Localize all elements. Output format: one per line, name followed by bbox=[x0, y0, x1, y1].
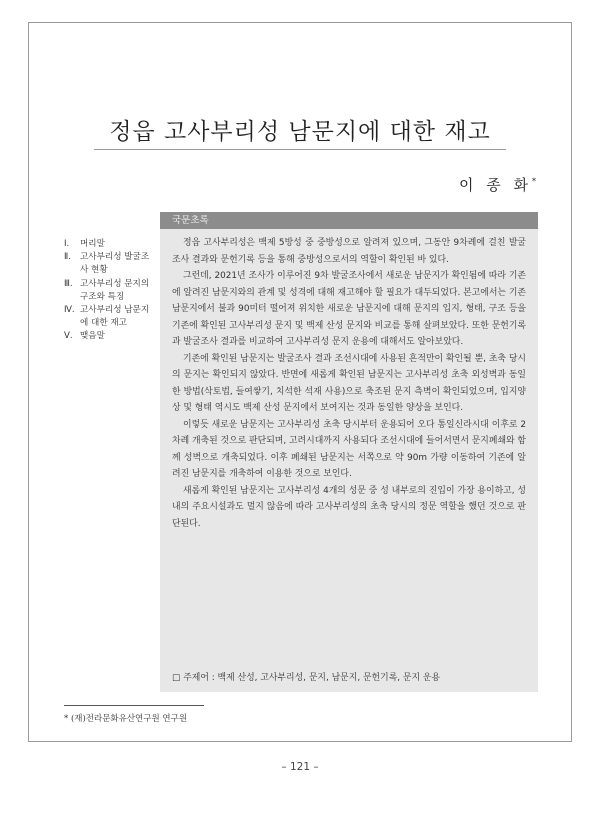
abstract-paragraph: 기존에 확인된 남문지는 발굴조사 결과 조선시대에 사용된 흔적만이 확인될 뿐, 초축 당시의 문지는 확인되지 않았다. 반면에 새롭게 확인된 남문지는 고사부리성 초축 외성벽과 동일한 방법(삭토법, 들여쌓기, 치석한 석재 사용)으로 축조된 문지 측벽이 확인되었으며, 입지양상 및 형태 역시도 백제 산성 문지에서 보여지는 것과 동일한 양상을 보인다. bbox=[172, 353, 526, 413]
title-underline bbox=[94, 149, 506, 150]
toc-item bbox=[64, 238, 156, 251]
toc-number: Ⅳ. bbox=[64, 305, 75, 316]
abstract-paragraph: 이렇듯 새로운 남문지는 고사부리성 초축 당시부터 운용되어 오다 통일신라시대 이후로 2차례 개축된 것으로 판단되며, 고려시대까지 사용되다 조선시대에 들어서면서 문지폐쇄와 함께 성벽으로 개축되었다. 이후 폐쇄된 남문지는 서쪽으로 약 90m 가량 이동하여 기존에 알려진 남문지를 개축하여 이용한 것으로 보인다. bbox=[172, 419, 526, 479]
toc-item bbox=[64, 251, 156, 277]
author bbox=[459, 174, 536, 195]
toc-text: 맺음말 bbox=[80, 331, 105, 342]
paper-title: 정읍 고사부리성 남문지에 대한 재고 bbox=[109, 119, 491, 145]
toc-text: 머리말 bbox=[80, 239, 105, 249]
toc-text: 고사부리성 문지의 구조와 특징 bbox=[80, 278, 150, 302]
toc-text: 고사부리성 남문지에 대한 재고 bbox=[80, 305, 150, 329]
toc-item bbox=[64, 330, 156, 343]
table-of-contents bbox=[64, 238, 156, 344]
page-number: – 121 – bbox=[281, 761, 319, 773]
toc-number: Ⅰ. bbox=[64, 239, 70, 249]
abstract-paragraph: 새롭게 확인된 남문지는 고사부리성 4개의 성문 중 성 내부로의 진입이 가장 용이하고, 성 내의 주요시설과도 멀지 않음에 따라 고사부리성의 초축 당시의 정문 역할을 했던 것으로 판단된다. bbox=[172, 485, 526, 529]
abstract-body bbox=[160, 229, 538, 532]
toc-item bbox=[64, 304, 156, 330]
abstract-paragraph: 그런데, 2021년 조사가 이루어진 9차 발굴조사에서 새로운 남문지가 확인됨에 따라 기존에 알려진 남문지와의 관계 및 성격에 대해 재고해야 할 필요가 대두되었다. 본고에서는 기존 남문지에서 불과 90미터 떨어져 위치한 새로운 남문지에 대해 문지의 입지, 형태, 구조 등을 기존에 확인된 고사부리성 문지 및 백제 산성 문지와 비교를 통해 살펴보았다. 또한 문헌기록과 발굴조사 결과를 비교하여 고사부리성 문지 운용에 대해서도 알아보았다. bbox=[172, 271, 526, 347]
author-name: 이 종 화 bbox=[458, 176, 532, 194]
toc-number: Ⅲ. bbox=[64, 278, 73, 289]
abstract-paragraph: 정읍 고사부리성은 백제 5방성 중 중방성으로 알려져 있으며, 그동안 9차례에 걸친 발굴조사 결과와 문헌기록 등을 통해 중방성으로서의 역할이 확인된 바 있다. bbox=[172, 238, 526, 265]
abstract-box bbox=[160, 212, 538, 692]
toc-item bbox=[64, 278, 156, 304]
author-footnote-mark: * bbox=[532, 177, 536, 186]
author-affiliation-footnote: * (재)전라문화유산연구원 연구원 bbox=[64, 714, 188, 724]
footnote-divider bbox=[64, 705, 204, 706]
keywords: □ 주제어 : 백제 산성, 고사부리성, 문지, 남문지, 문헌기록, 문지 운용 bbox=[172, 673, 441, 683]
toc-text: 고사부리성 발굴조사 현황 bbox=[80, 252, 150, 276]
toc-number: Ⅴ. bbox=[64, 331, 73, 342]
abstract-heading: 국문초록 bbox=[160, 212, 538, 229]
toc-number: Ⅱ. bbox=[64, 252, 71, 263]
